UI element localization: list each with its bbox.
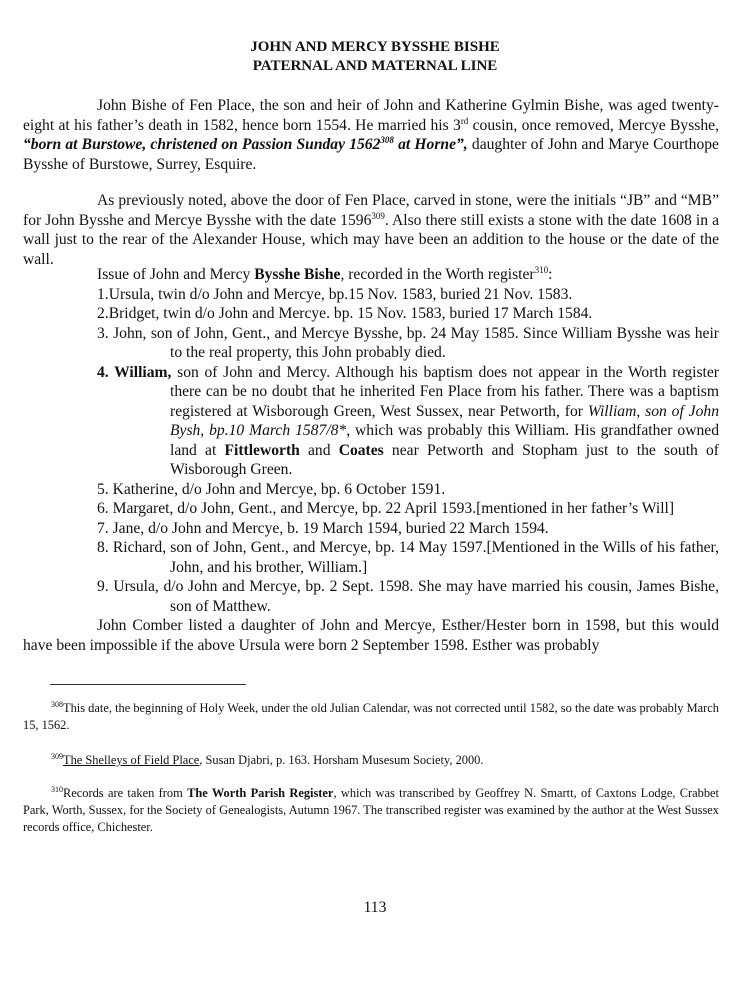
list-item: 1.Ursula, twin d/o John and Mercye, bp.15 Nov. 1583, buried 21 Nov. 1583. — [97, 285, 573, 303]
quote-text: at Horne”, — [393, 136, 468, 153]
footnote-divider — [50, 684, 246, 685]
footnote-ref-309[interactable]: 309 — [371, 210, 385, 221]
fen-place-paragraph — [23, 191, 719, 269]
footnote-ref-308[interactable]: 308 — [380, 134, 394, 145]
page-number: 113 — [363, 899, 387, 916]
list-item: 8. Richard, son of John, Gent., and Mercye, bp. 14 May 1597.[Mentioned in the Wills of his father, John, and his brother, William.] — [97, 539, 719, 576]
issue-intro: Issue of John and Mercy Bysshe Bishe, recorded in the Worth register$^{310}$: — [97, 264, 553, 283]
text-span: John Bishe of Fen Place, the son and heir of John and Katherine Gylmin Bishe, was aged twenty-eight at his father’s death in 1582, hence born 1554. He married his 3 — [23, 97, 719, 134]
footnote-308: $^{308}$This date, the beginning of Holy Week, under the old Julian Calendar, was not corrected until 1582, so the date was probably March 15, 1562. — [23, 699, 719, 732]
superscript: rd — [460, 115, 469, 126]
intro-paragraph — [23, 96, 719, 174]
list-item: 2.Bridget, twin d/o John and Mercye. bp. 15 Nov. 1583, buried 17 March 1584. — [97, 305, 593, 322]
list-item: 4. William, son of John and Mercy. Although his baptism does not appear in the Worth register there can be no doubt that he inherited Fen Place from his father. There was a baptism registered at Wisborough Green, West Sussex, near Petworth, for William, son of John Bysh, bp.10 March 1587/8*, which was probably this William. His grandfather owned land at Fittleworth and Coates near Petworth and Stopham just to the south of Wisborough Green. — [97, 363, 719, 478]
quote-text: “born at Burstowe, christened on Passion Sunday 1562 — [23, 136, 381, 153]
footnote-309: $^{309}$The Shelleys of Field Place, Susan Djabri, p. 163. Horsham Musesum Society, 2000. — [51, 751, 484, 767]
issue-list — [23, 265, 719, 655]
footnote-ref-310[interactable]: 310 — [534, 264, 549, 275]
text-span: cousin, once removed, Mercye Bysshe, — [468, 116, 719, 134]
list-item: 9. Ursula, d/o John and Mercye, bp. 2 Sept. 1598. She may have married his cousin, James Bishe, son of Matthew. — [97, 578, 719, 615]
page-subtitle: PATERNAL AND MATERNAL LINE — [252, 58, 498, 74]
list-item: 6. Margaret, d/o John, Gent., and Mercye, bp. 22 April 1593.[mentioned in her father’s Will] — [97, 500, 675, 517]
footnote-310: $^{310}$Records are taken from The Worth Parish Register, which was transcribed by Geoffrey N. Smartt, of Caxtons Lodge, Crabbet Park, Worth, Sussex, for the Society of Genealogists, Autumn 1967. The transcribed register was examined by the author at the West Sussex records office, Chichester. — [23, 784, 719, 834]
list-item: 3. John, son of John, Gent., and Mercye Bysshe, bp. 24 May 1585. Since William Bysshe was heir to the real property, this John probably died. — [97, 324, 719, 361]
text-span: daughter of John and Marye Courthope Bysshe of Burstowe, Surrey, Esquire. — [23, 136, 719, 173]
list-item: 5. Katherine, d/o John and Mercye, bp. 6 October 1591. — [97, 480, 446, 498]
closing-paragraph: John Comber listed a daughter of John and Mercye, Esther/Hester born in 1598, but this would have been impossible if the above Ursula were born 2 September 1598. Esther was probably — [23, 617, 719, 654]
text-span: As previously noted, above the door of Fen Place, carved in stone, were the initials “JB” and “MB” for John Bysshe and Mercye Bysshe with the date 1596 — [23, 192, 719, 229]
page-title: JOHN AND MERCY BYSSHE BISHE — [250, 39, 500, 55]
list-item: 7. Jane, d/o John and Mercye, b. 19 March 1594, buried 22 March 1594. — [97, 519, 549, 537]
text-span: . Also there still exists a stone with the date 1608 in a wall just to the rear of the Alexander House, which may have been an addition to the house or the date of the wall. — [23, 211, 720, 268]
